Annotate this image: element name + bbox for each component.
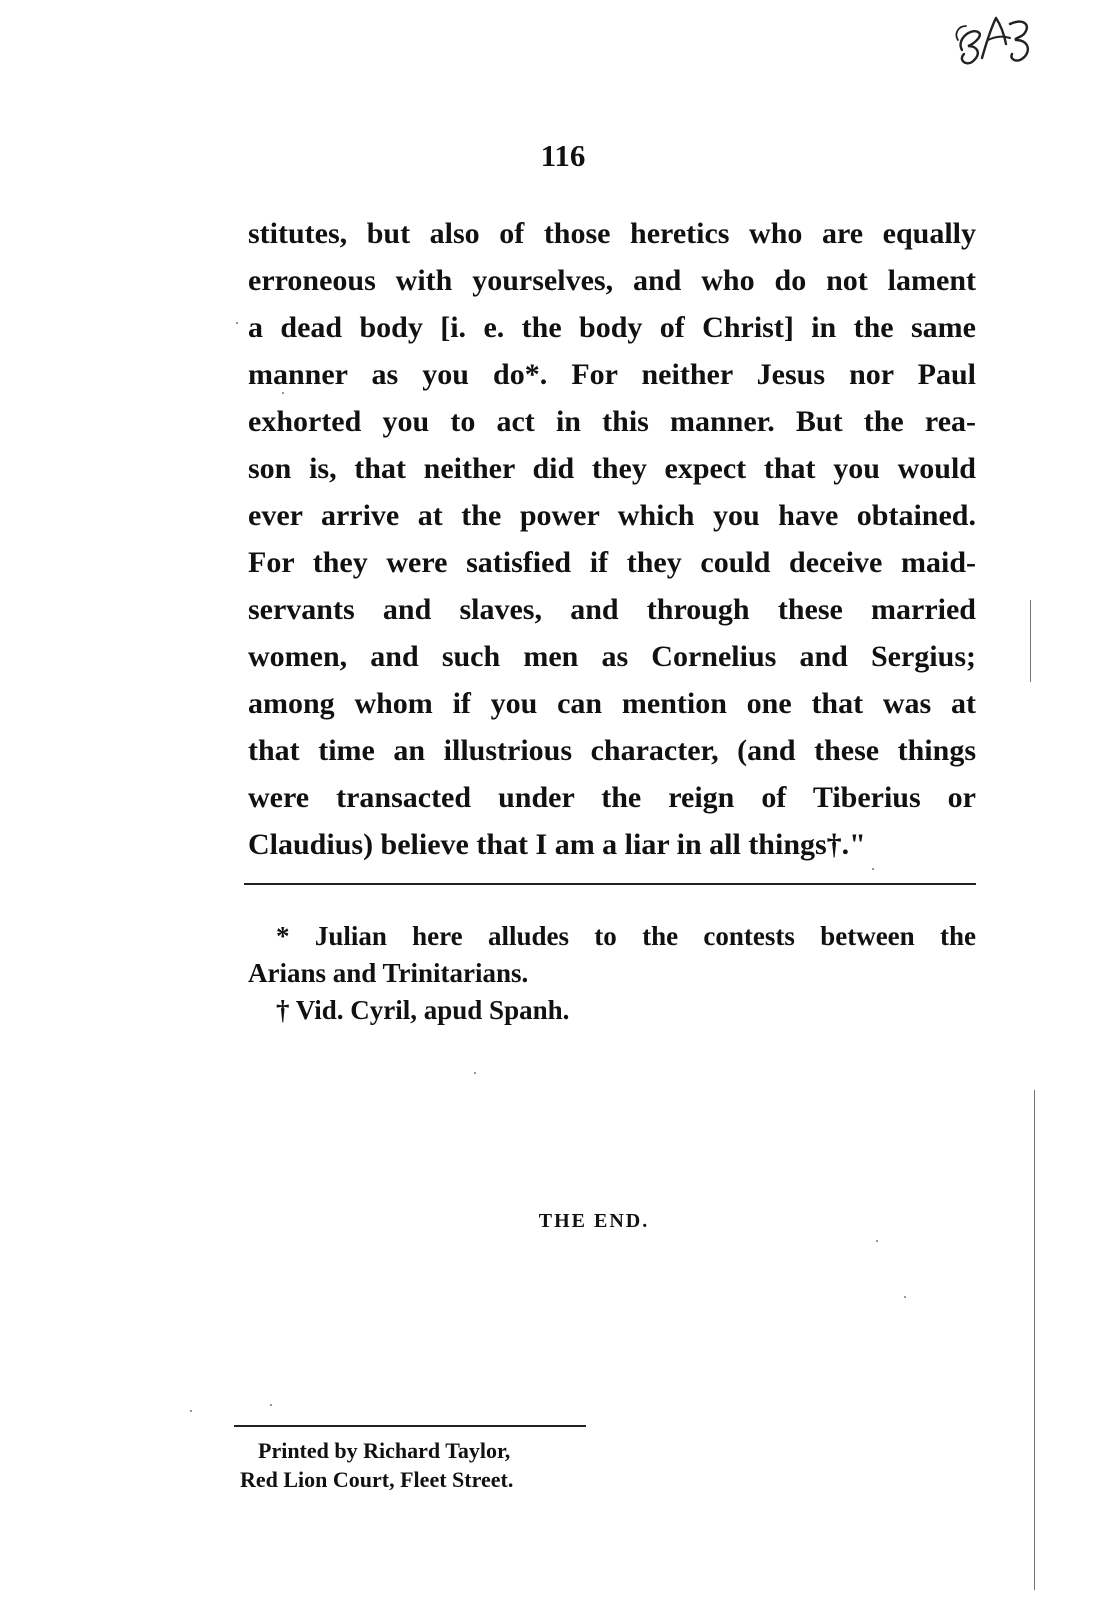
text-line: son is, that neither did they expect that you would <box>248 452 976 485</box>
printer-name: Printed by Richard Taylor, <box>258 1438 511 1463</box>
text-line: that time an illustrious character, (and these things <box>248 734 976 767</box>
handwritten-signature-mark <box>952 10 1038 70</box>
footnote-asterisk: * Julian here alludes to the contests between the <box>276 921 976 951</box>
footnotes <box>248 918 976 1029</box>
body-text <box>248 210 976 868</box>
paper-speck <box>872 868 874 870</box>
footnote-asterisk-continued: Arians and Trinitarians. <box>248 958 529 988</box>
text-line: erroneous with yourselves, and who do not lament <box>248 264 976 297</box>
text-line: stitutes, but also of those heretics who are equally <box>248 217 976 250</box>
text-line: Claudius) believe that I am a liar in all things†." <box>248 828 866 861</box>
the-end-label: THE END. <box>538 1210 650 1232</box>
paper-speck <box>904 1296 906 1298</box>
text-line: servants and slaves, and through these married <box>248 593 976 626</box>
printer-imprint <box>240 1436 620 1494</box>
page-edge-line <box>1034 1090 1035 1590</box>
printer-address: Red Lion Court, Fleet Street. <box>240 1467 514 1492</box>
footnote-dagger: † Vid. Cyril, apud Spanh. <box>276 995 570 1025</box>
page-number: 116 <box>540 138 586 173</box>
text-line: manner as you do*. For neither Jesus nor Paul <box>248 358 976 391</box>
text-line: were transacted under the reign of Tiberius or <box>248 781 976 814</box>
paper-speck <box>236 322 238 324</box>
paper-speck <box>270 1404 272 1406</box>
text-line: ever arrive at the power which you have obtained. <box>248 499 976 532</box>
paper-speck <box>282 392 284 394</box>
paper-speck <box>190 1410 192 1412</box>
text-line: exhorted you to act in this manner. But the rea- <box>248 405 976 438</box>
page-edge-line <box>1030 600 1031 682</box>
text-line: among whom if you can mention one that was at <box>248 687 976 720</box>
footnote-divider <box>244 883 976 885</box>
paper-speck <box>474 1072 476 1074</box>
text-line: women, and such men as Cornelius and Sergius; <box>248 640 976 673</box>
text-line: a dead body [i. e. the body of Christ] in the same <box>248 311 976 344</box>
printer-divider <box>234 1425 586 1427</box>
text-line: For they were satisfied if they could deceive maid- <box>248 546 976 579</box>
paper-speck <box>876 1240 878 1242</box>
